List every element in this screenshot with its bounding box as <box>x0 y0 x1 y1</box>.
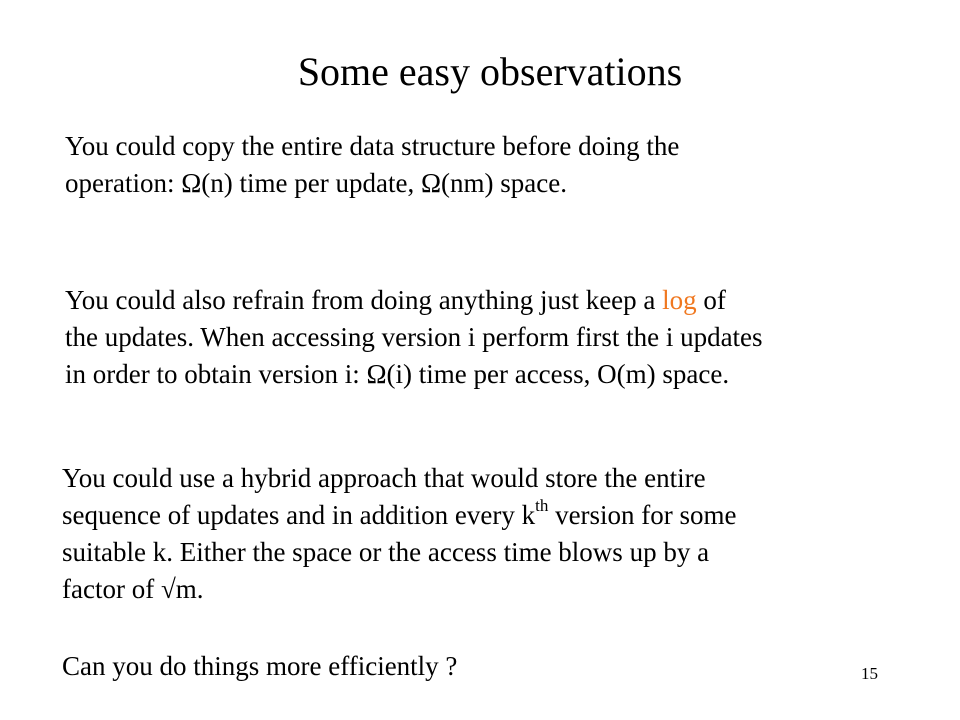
closing-question: Can you do things more efficiently ? <box>62 651 458 681</box>
paragraph-update-log <box>65 282 763 393</box>
paragraph-copy-structure <box>65 128 679 202</box>
paragraph-hybrid-approach <box>62 460 737 608</box>
paragraph-line <box>62 497 737 534</box>
text-segment: You could also refrain from doing anything just keep a <box>65 285 663 315</box>
text-segment: version for some <box>548 500 737 530</box>
text-segment: sequence of updates and in addition every k <box>62 500 536 530</box>
superscript-th: th <box>535 496 549 515</box>
page-number: 15 <box>861 664 878 683</box>
paragraph-line: You could copy the entire data structure before doing the <box>65 131 680 161</box>
paragraph-line: operation: Ω(n) time per update, Ω(nm) space. <box>65 168 567 198</box>
log-keyword: log <box>662 285 697 315</box>
slide-title: Some easy observations <box>297 49 683 94</box>
paragraph-line: suitable k. Either the space or the access time blows up by a <box>62 537 710 567</box>
paragraph-line: You could use a hybrid approach that would store the entire <box>62 463 706 493</box>
paragraph-line <box>65 282 763 319</box>
paragraph-line: factor of √m. <box>62 574 204 604</box>
paragraph-line: in order to obtain version i: Ω(i) time per access, O(m) space. <box>65 359 730 389</box>
paragraph-line: the updates. When accessing version i perform first the i updates <box>65 322 763 352</box>
text-segment: of <box>696 285 726 315</box>
